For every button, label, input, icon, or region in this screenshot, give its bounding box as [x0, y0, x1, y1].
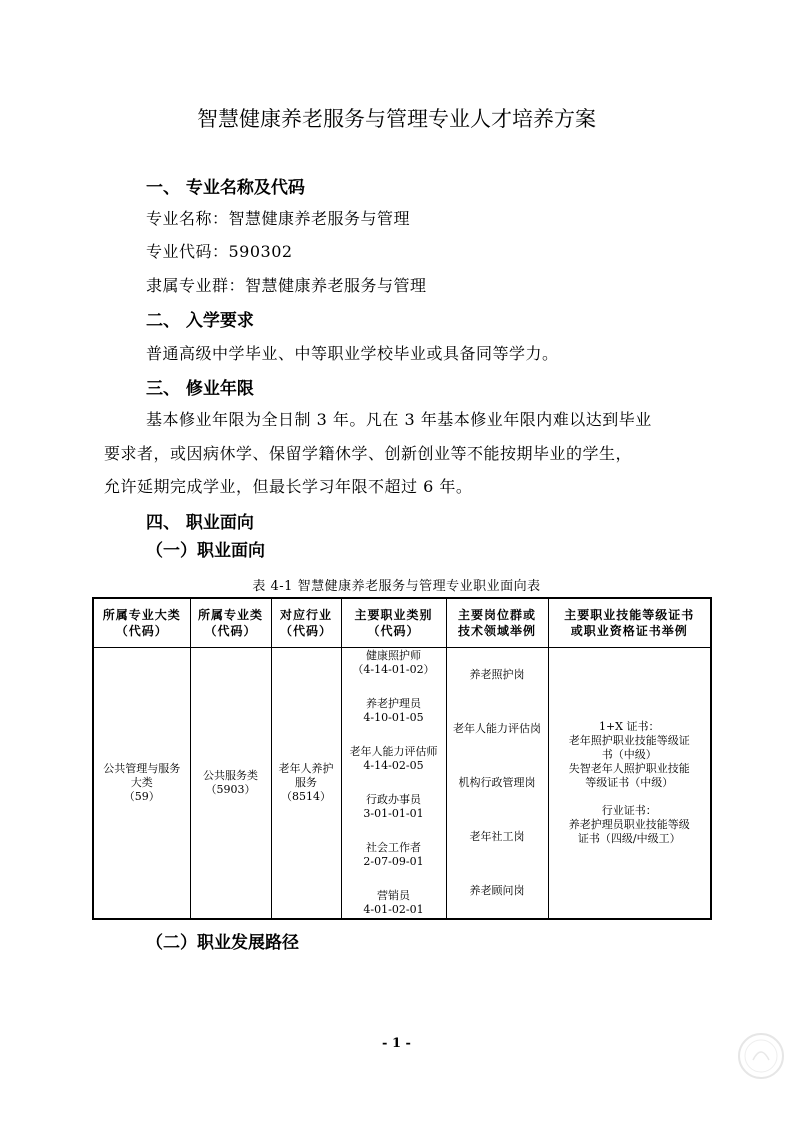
table-row	[93, 648, 711, 920]
post-item: 机构行政管理岗	[458, 776, 536, 789]
admission-text: 普通高级中学毕业、中等职业学校毕业或具备同等学力。	[146, 344, 559, 363]
occupation-item: 老年人能力评估师 4-14-02-05	[349, 745, 438, 772]
page-number: - 1 -	[382, 1036, 411, 1051]
occupation-item: 养老护理员 4-10-01-05	[363, 697, 424, 724]
duration-line-2: 要求者，或因病休学、保留学籍休学、创新创业等不能按期毕业的学生，	[104, 444, 633, 463]
header-major-category: 所属专业大类 （代码）	[93, 598, 190, 648]
cell-major-category: 公共管理与服务 大类 （59）	[93, 648, 190, 920]
occupation-item: 社会工作者 2-07-09-01	[363, 841, 424, 868]
section-heading-3: 三、 修业年限	[146, 379, 254, 399]
occupation-item: 健康照护师 （4-14-01-02）	[352, 649, 435, 676]
occupation-item: 行政办事员 3-01-01-01	[363, 793, 424, 820]
document-title: 智慧健康养老服务与管理专业人才培养方案	[197, 107, 596, 131]
cell-certificates: 1+X 证书： 老年照护职业技能等级证 书（中级） 失智老年人照护职业技能 等级证书（中级） 行业证书： 养老护理员职业技能等级 证书（四级/中级工）	[548, 648, 711, 920]
watermark-seal-icon	[735, 1030, 787, 1082]
occupation-table	[92, 597, 712, 920]
duration-line-3: 允许延期完成学业，但最长学习年限不超过 6 年。	[104, 477, 473, 496]
occupation-item: 营销员 4-01-02-01	[363, 889, 424, 916]
table-caption: 表 4-1 智慧健康养老服务与管理专业职业面向表	[252, 579, 541, 594]
post-item: 养老顾问岗	[469, 884, 525, 897]
section-heading-1: 一、 专业名称及代码	[146, 178, 305, 198]
cell-posts	[446, 648, 548, 920]
post-item: 养老照护岗	[469, 668, 525, 681]
duration-line-1: 基本修业年限为全日制 3 年。凡在 3 年基本修业年限内难以达到毕业	[146, 410, 652, 429]
section-heading-4: 四、 职业面向	[146, 513, 254, 533]
cert-industry-label: 行业证书：	[601, 804, 657, 817]
subsection-heading-2: （二）职业发展路径	[146, 933, 299, 953]
section-heading-2: 二、 入学要求	[146, 311, 254, 331]
header-occupation: 主要职业类别 （代码）	[341, 598, 446, 648]
post-item: 老年社工岗	[469, 830, 525, 843]
subsection-heading-1: （一）职业面向	[146, 541, 265, 561]
post-item: 老年人能力评估岗	[453, 722, 541, 735]
header-major-class: 所属专业类 （代码）	[190, 598, 271, 648]
major-group-line: 隶属专业群：智慧健康养老服务与管理	[146, 276, 427, 295]
major-code-line: 专业代码：590302	[146, 242, 293, 261]
cell-major-class: 公共服务类 （5903）	[190, 648, 271, 920]
cell-occupations	[341, 648, 446, 920]
header-industry: 对应行业 （代码）	[271, 598, 341, 648]
header-post-group: 主要岗位群或 技术领域举例	[446, 598, 548, 648]
major-name-line: 专业名称：智慧健康养老服务与管理	[146, 209, 411, 228]
table-header-row	[93, 598, 711, 648]
cert-x-label: 1+X 证书：	[598, 720, 660, 733]
header-certificates: 主要职业技能等级证书 或职业资格证书举例	[548, 598, 711, 648]
cell-industry: 老年人养护 服务 （8514）	[271, 648, 341, 920]
